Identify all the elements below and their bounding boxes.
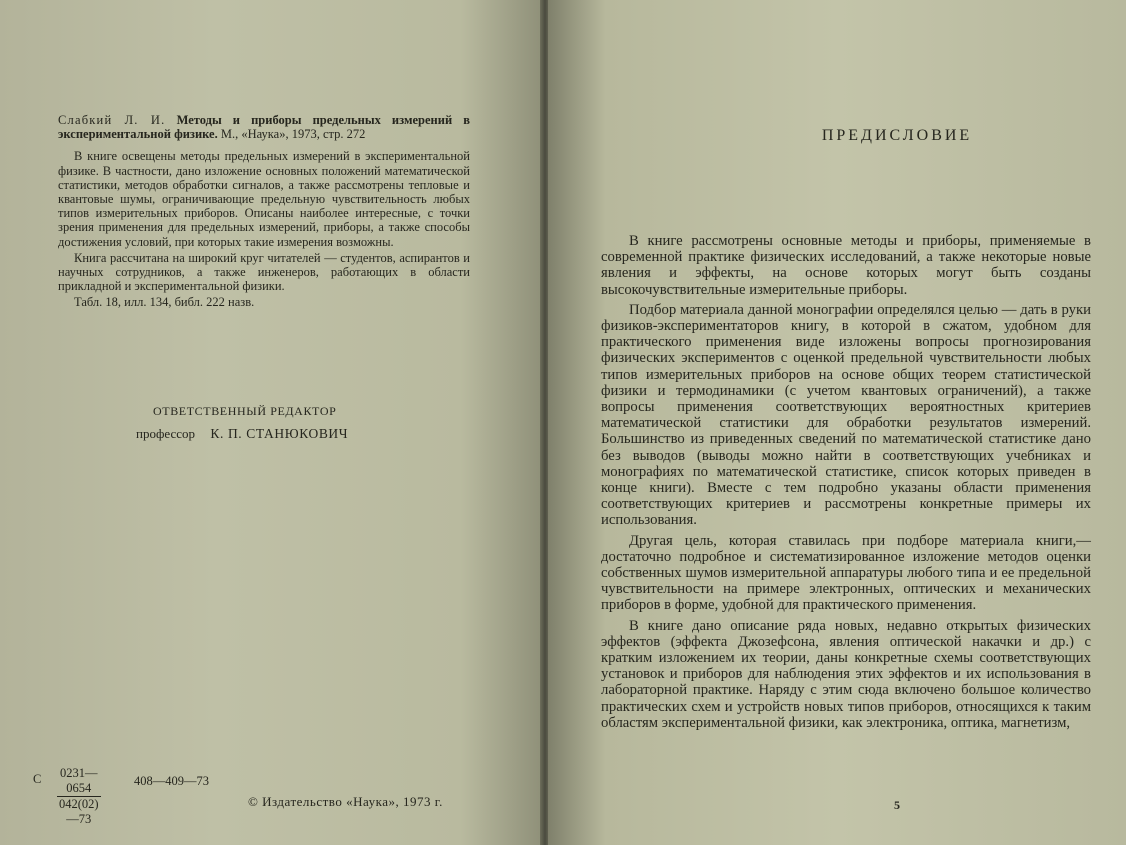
preface-paragraph: В книге рассмотрены основные методы и приборы, применяемые в современной практике физических исследований, а также некоторые новые явления и эффекты, на основе которых могут быть созданы высокочувствительные измерительные приборы. (601, 233, 1091, 298)
page-heading: ПРЕДИСЛОВИЕ (821, 127, 973, 144)
preface-paragraph: Подбор материала данной монографии определялся целью — дать в руки физиков-экспериментаторов книгу, в которой в сжатом, удобном для практического применения виде изложены вопросы прогнозирования физических экспериментов с оценкой предельной чувствительности любых типов измерительных приборов на основе общих теорем статистической физики и термодинамики (с учетом квантовых ограничений), а также вопросы применения соответствующих вероятностных критериев математической статистики для обработки результатов измерений. Большинство из приведенных сведений по математической статистике дано без выводов (выводы можно найти в соответствующих учебниках и монографиях по математической статистике, список которых приведен в конце книги). Вместе с тем подробно указаны области применения соответствующих критериев и рассмотрены конкретные примеры их использования. (601, 301, 1091, 529)
citation-details: М., «Наука», 1973, стр. 272 (220, 127, 366, 142)
left-page (0, 0, 542, 845)
abstract-paragraph: В книге освещены методы предельных измерений в экспериментальной физике. В частности, дано изложение основных положений математической статистики, методов обработки сигналов, а также рассмотрены тепловые и квантовые шумы, ограничивающие предельную чувствительность любых типов измерительных приборов. Описаны наиболее интересные, с точки зрения применения для предельных измерений, приборы, а также способы достижения условий, при которых такие измерения возможны. (58, 149, 470, 249)
editor-role: ОТВЕТСТВЕННЫЙ РЕДАКТОР (153, 404, 337, 418)
bibliographic-record (58, 113, 470, 310)
citation-author: Слабкий Л. И. (58, 113, 166, 127)
imprint-tail: 408—409—73 (134, 774, 209, 788)
preface-paragraph: Другая цель, которая ставилась при подборе материала книги,— достаточно подробное и систематизированное изложение методов оценки собственных шумов измерительной аппаратуры любого типа и ее предельной чувствительности на примере электронных, оптических и механических приборов в форме, удобной для практического применения. (601, 532, 1091, 614)
citation (58, 113, 470, 141)
imprint-fraction (57, 766, 101, 827)
imprint-denominator: 042(02)—73 (59, 797, 99, 826)
editor-name: К. П. СТАНЮКОВИЧ (210, 426, 349, 441)
abstract-stats: Табл. 18, илл. 134, библ. 222 назв. (74, 295, 255, 310)
page-number: 5 (894, 798, 900, 812)
copyright-line: © Издательство «Наука», 1973 г. (248, 794, 443, 809)
imprint-numerator: 0231—0654 (57, 766, 101, 797)
right-page (548, 0, 1126, 845)
abstract-paragraph: Книга рассчитана на широкий круг читателей — студентов, аспирантов и научных сотрудников, а также инженеров, работающих в области прикладной и экспериментальной физики. (58, 250, 470, 294)
preface-paragraph: В книге дано описание ряда новых, недавно открытых физических эффектов (эффекта Джозефсона, явления оптической накачки и др.) с кратким изложением их теории, даны конкретные схемы соответствующих установок и приборов для наблюдения этих эффектов и их использования в лабораторной практике. Наряду с этим сюда включено большое количество практических схем и устройств новых типов приборов, относящихся к таким областям экспериментальной физики, как электроника, оптика, магнетизм, (601, 617, 1091, 731)
editor-line (136, 426, 348, 442)
citation-title: Методы и приборы предельных измерений в экспериментальной физике. (58, 113, 470, 142)
preface-body (601, 233, 1091, 735)
imprint-letter: С (33, 772, 42, 786)
editor-title: профессор (136, 426, 196, 441)
